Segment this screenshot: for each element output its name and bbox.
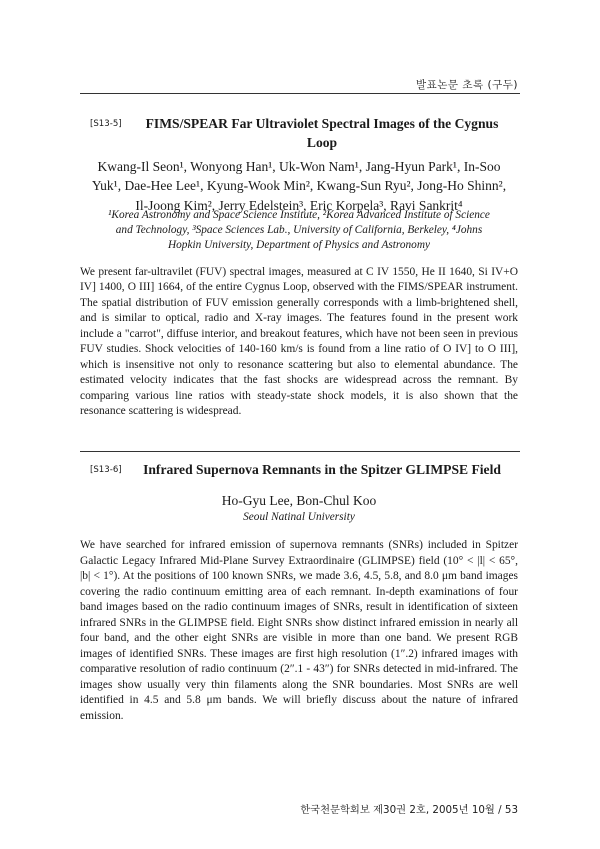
section-divider (80, 451, 520, 452)
abstract-2-title-block (80, 460, 518, 479)
abstract-1-title-block (80, 114, 518, 152)
abstract-1-body: We present far-ultravilet (FUV) spectral images, measured at C IV 1550, He II 1640, Si IV+O IV] 1400, O III] 1664, of the entire Cygnus Loop, observed with the FIMS/SPEAR instrument. The spatial distribution of FUV emission generally corresponds with a limb-brightened shell, and is similar to optical, radio and X-ray images. The features found in the present work include a "carrot", diffuse interior, and breakout features, which have not been seen in previous FUV studies. Shock velocities of 140-160 km/s is found from a line ratio of O IV] to O III], which is insensitive not only to resonance scattering but also to elemental abundance. The estimated velocity indicates that the fast shocks are widespread across the remnant. By comparing various line ratios with steady-state shock models, it is also shown that the resonance scattering is widespread. (80, 266, 518, 418)
abstract-1-authors-line3: Il-Joong Kim², Jerry Edelstein³, Eric Korpela³, Ravi Sankrit⁴ (135, 197, 463, 213)
abstract-2-body: We have searched for infrared emission of supernova remnants (SNRs) included in Spitzer Galactic Legacy Infrared Mid-Plane Survey Extraordinaire (GLIMPSE) field (10° < |l| < 65°, |b| < 1°). At the positions of 100 known SNRs, we made 3.6, 4.5, 5.8, and 8.0 μm band images covering the radio continuum emitting area of each remnant. In-depth examinations of four band images based on the radio continuum images of SNRs, result in identification of sixteen infrared SNRs in the GLIMPSE field. Eight SNRs show distinct infrared emission in nearly all four band, and the other eight SNRs are visible in more than one band. We present RGB images of identified SNRs. These images are first high resolution (1″.2) infrared images with comparative resolution of radio continuum (2″.1 - 43″) for SNRs detected in mid-infrared. The images show usually very thin filaments along the SNR boundaries. Most SNRs are well identified in 4.5 and 5.8 μm bands. We will briefly discuss about the nature of infrared emission. (80, 539, 518, 722)
abstract-1-authors (80, 157, 518, 215)
abstract-2-affiliation: Seoul Natinal University (243, 511, 355, 523)
abstract-1-code: [S13-5] (90, 119, 122, 129)
abstract-1-affil-line1: ¹Korea Astronomy and Space Science Institute, ²Korea Advanced Institute of Science (108, 209, 490, 221)
abstract-1-title-line1: FIMS/SPEAR Far Ultraviolet Spectral Images of the Cygnus (145, 116, 499, 131)
page-footer: 한국천문학회보 제30권 2호, 2005년 10월 / 53 (300, 804, 518, 816)
abstract-1-affiliations (80, 208, 518, 254)
abstract-1-title-line2: Loop (306, 135, 338, 150)
abstract-2-authors: Ho-Gyu Lee, Bon-Chul Koo (221, 493, 377, 508)
abstract-2-code: [S13-6] (90, 465, 122, 475)
header-rule (80, 93, 520, 94)
abstract-1-authors-line1: Kwang-Il Seon¹, Wonyong Han¹, Uk-Won Nam¹, Jang-Hyun Park¹, In-Soo (97, 159, 501, 174)
abstract-2-title: Infrared Supernova Remnants in the Spitzer GLIMPSE Field (143, 462, 501, 477)
abstract-1-affil-line3: Hopkin University, Department of Physics and Astronomy (168, 239, 430, 252)
abstract-1-authors-line2: Yuk¹, Dae-Hee Lee¹, Kyung-Wook Min², Kwang-Sun Ryu², Jong-Ho Shinn², (91, 178, 507, 194)
abstract-1-affil-line2: and Technology, ³Space Sciences Lab., University of California, Berkeley, ⁴Johns (115, 224, 483, 237)
running-header: 발표논문 초록 (구두) (415, 79, 518, 91)
